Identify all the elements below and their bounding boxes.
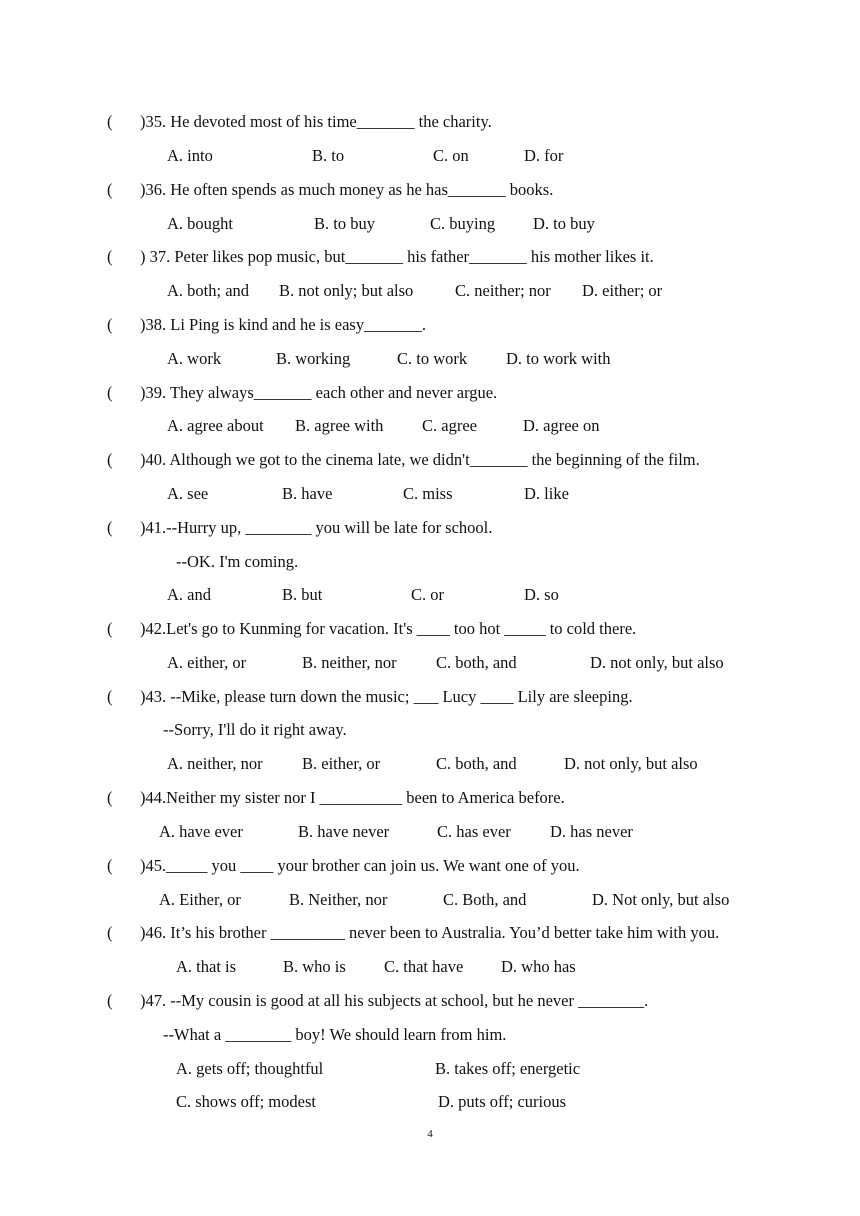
reply-47: --What a ________ boy! We should learn from him.: [163, 1025, 507, 1044]
option-43-a: A. neither, nor: [167, 754, 263, 773]
option-38-b: B. working: [276, 349, 351, 368]
option-44-d: D. has never: [550, 822, 633, 841]
answer-paren: (: [107, 619, 113, 638]
question-stem-45: )45._____ you ____ your brother can join us. We want one of you.: [140, 856, 580, 875]
option-44-a: A. have ever: [159, 822, 243, 841]
option-41-c: C. or: [411, 585, 444, 604]
option-46-c: C. that have: [384, 957, 464, 976]
answer-paren: (: [107, 383, 113, 402]
option-44-c: C. has ever: [437, 822, 511, 841]
option-45-d: D. Not only, but also: [592, 890, 730, 909]
question-stem-39: )39. They always_______ each other and never argue.: [140, 383, 498, 402]
option-37-b: B. not only; but also: [279, 281, 414, 300]
option-45-b: B. Neither, nor: [289, 890, 388, 909]
option-42-a: A. either, or: [167, 653, 247, 672]
option-45-a: A. Either, or: [159, 890, 241, 909]
option-40-c: C. miss: [403, 484, 453, 503]
option-39-d: D. agree on: [523, 416, 600, 435]
option-41-d: D. so: [524, 585, 559, 604]
option-38-c: C. to work: [397, 349, 468, 368]
option-42-b: B. neither, nor: [302, 653, 397, 672]
question-stem-46: )46. It’s his brother _________ never been to Australia. You’d better take him with you.: [140, 923, 720, 942]
option-35-d: D. for: [524, 146, 564, 165]
option-35-a: A. into: [167, 146, 213, 165]
option-38-a: A. work: [167, 349, 222, 368]
question-stem-41: )41.--Hurry up, ________ you will be late for school.: [140, 518, 493, 537]
option-47-c: C. shows off; modest: [176, 1092, 316, 1111]
option-41-a: A. and: [167, 585, 211, 604]
answer-paren: (: [107, 856, 113, 875]
option-47-b: B. takes off; energetic: [435, 1059, 581, 1078]
answer-paren: (: [107, 450, 113, 469]
option-36-d: D. to buy: [533, 214, 595, 233]
option-38-d: D. to work with: [506, 349, 611, 368]
option-46-a: A. that is: [176, 957, 237, 976]
question-stem-47: )47. --My cousin is good at all his subjects at school, but he never ________.: [140, 991, 649, 1010]
question-stem-43: )43. --Mike, please turn down the music; ___ Lucy ____ Lily are sleeping.: [140, 687, 633, 706]
option-42-d: D. not only, but also: [590, 653, 724, 672]
option-39-b: B. agree with: [295, 416, 384, 435]
question-stem-44: )44.Neither my sister nor I __________ been to America before.: [140, 788, 565, 807]
question-stem-40: )40. Although we got to the cinema late, we didn't_______ the beginning of the film.: [140, 450, 700, 469]
option-36-a: A. bought: [167, 214, 233, 233]
option-35-b: B. to: [312, 146, 345, 165]
option-43-b: B. either, or: [302, 754, 381, 773]
option-36-c: C. buying: [430, 214, 496, 233]
option-47-a: A. gets off; thoughtful: [176, 1059, 324, 1078]
answer-paren: (: [107, 247, 113, 266]
option-36-b: B. to buy: [314, 214, 375, 233]
option-47-d: D. puts off; curious: [438, 1092, 567, 1111]
option-42-c: C. both, and: [436, 653, 517, 672]
option-45-c: C. Both, and: [443, 890, 527, 909]
answer-paren: (: [107, 112, 113, 131]
option-37-c: C. neither; nor: [455, 281, 551, 300]
answer-paren: (: [107, 518, 113, 537]
option-39-c: C. agree: [422, 416, 477, 435]
answer-paren: (: [107, 788, 113, 807]
option-43-d: D. not only, but also: [564, 754, 698, 773]
question-stem-35: )35. He devoted most of his time_______ the charity.: [140, 112, 492, 131]
option-41-b: B. but: [282, 585, 323, 604]
option-43-c: C. both, and: [436, 754, 517, 773]
question-stem-36: )36. He often spends as much money as he has_______ books.: [140, 180, 554, 199]
answer-paren: (: [107, 180, 113, 199]
option-46-d: D. who has: [501, 957, 576, 976]
option-37-a: A. both; and: [167, 281, 250, 300]
option-40-d: D. like: [524, 484, 569, 503]
option-46-b: B. who is: [283, 957, 346, 976]
option-39-a: A. agree about: [167, 416, 264, 435]
answer-paren: (: [107, 923, 113, 942]
reply-41: --OK. I'm coming.: [176, 552, 299, 571]
option-40-b: B. have: [282, 484, 333, 503]
answer-paren: (: [107, 315, 113, 334]
question-stem-42: )42.Let's go to Kunming for vacation. It's ____ too hot _____ to cold there.: [140, 619, 637, 638]
answer-paren: (: [107, 687, 113, 706]
option-35-c: C. on: [433, 146, 469, 165]
reply-43: --Sorry, I'll do it right away.: [163, 720, 347, 739]
option-44-b: B. have never: [298, 822, 390, 841]
question-stem-37: ) 37. Peter likes pop music, but_______ his father_______ his mother likes it.: [140, 247, 654, 266]
option-40-a: A. see: [167, 484, 209, 503]
option-37-d: D. either; or: [582, 281, 663, 300]
question-stem-38: )38. Li Ping is kind and he is easy_______.: [140, 315, 426, 334]
page-number: 4: [427, 1128, 433, 1140]
answer-paren: (: [107, 991, 113, 1010]
